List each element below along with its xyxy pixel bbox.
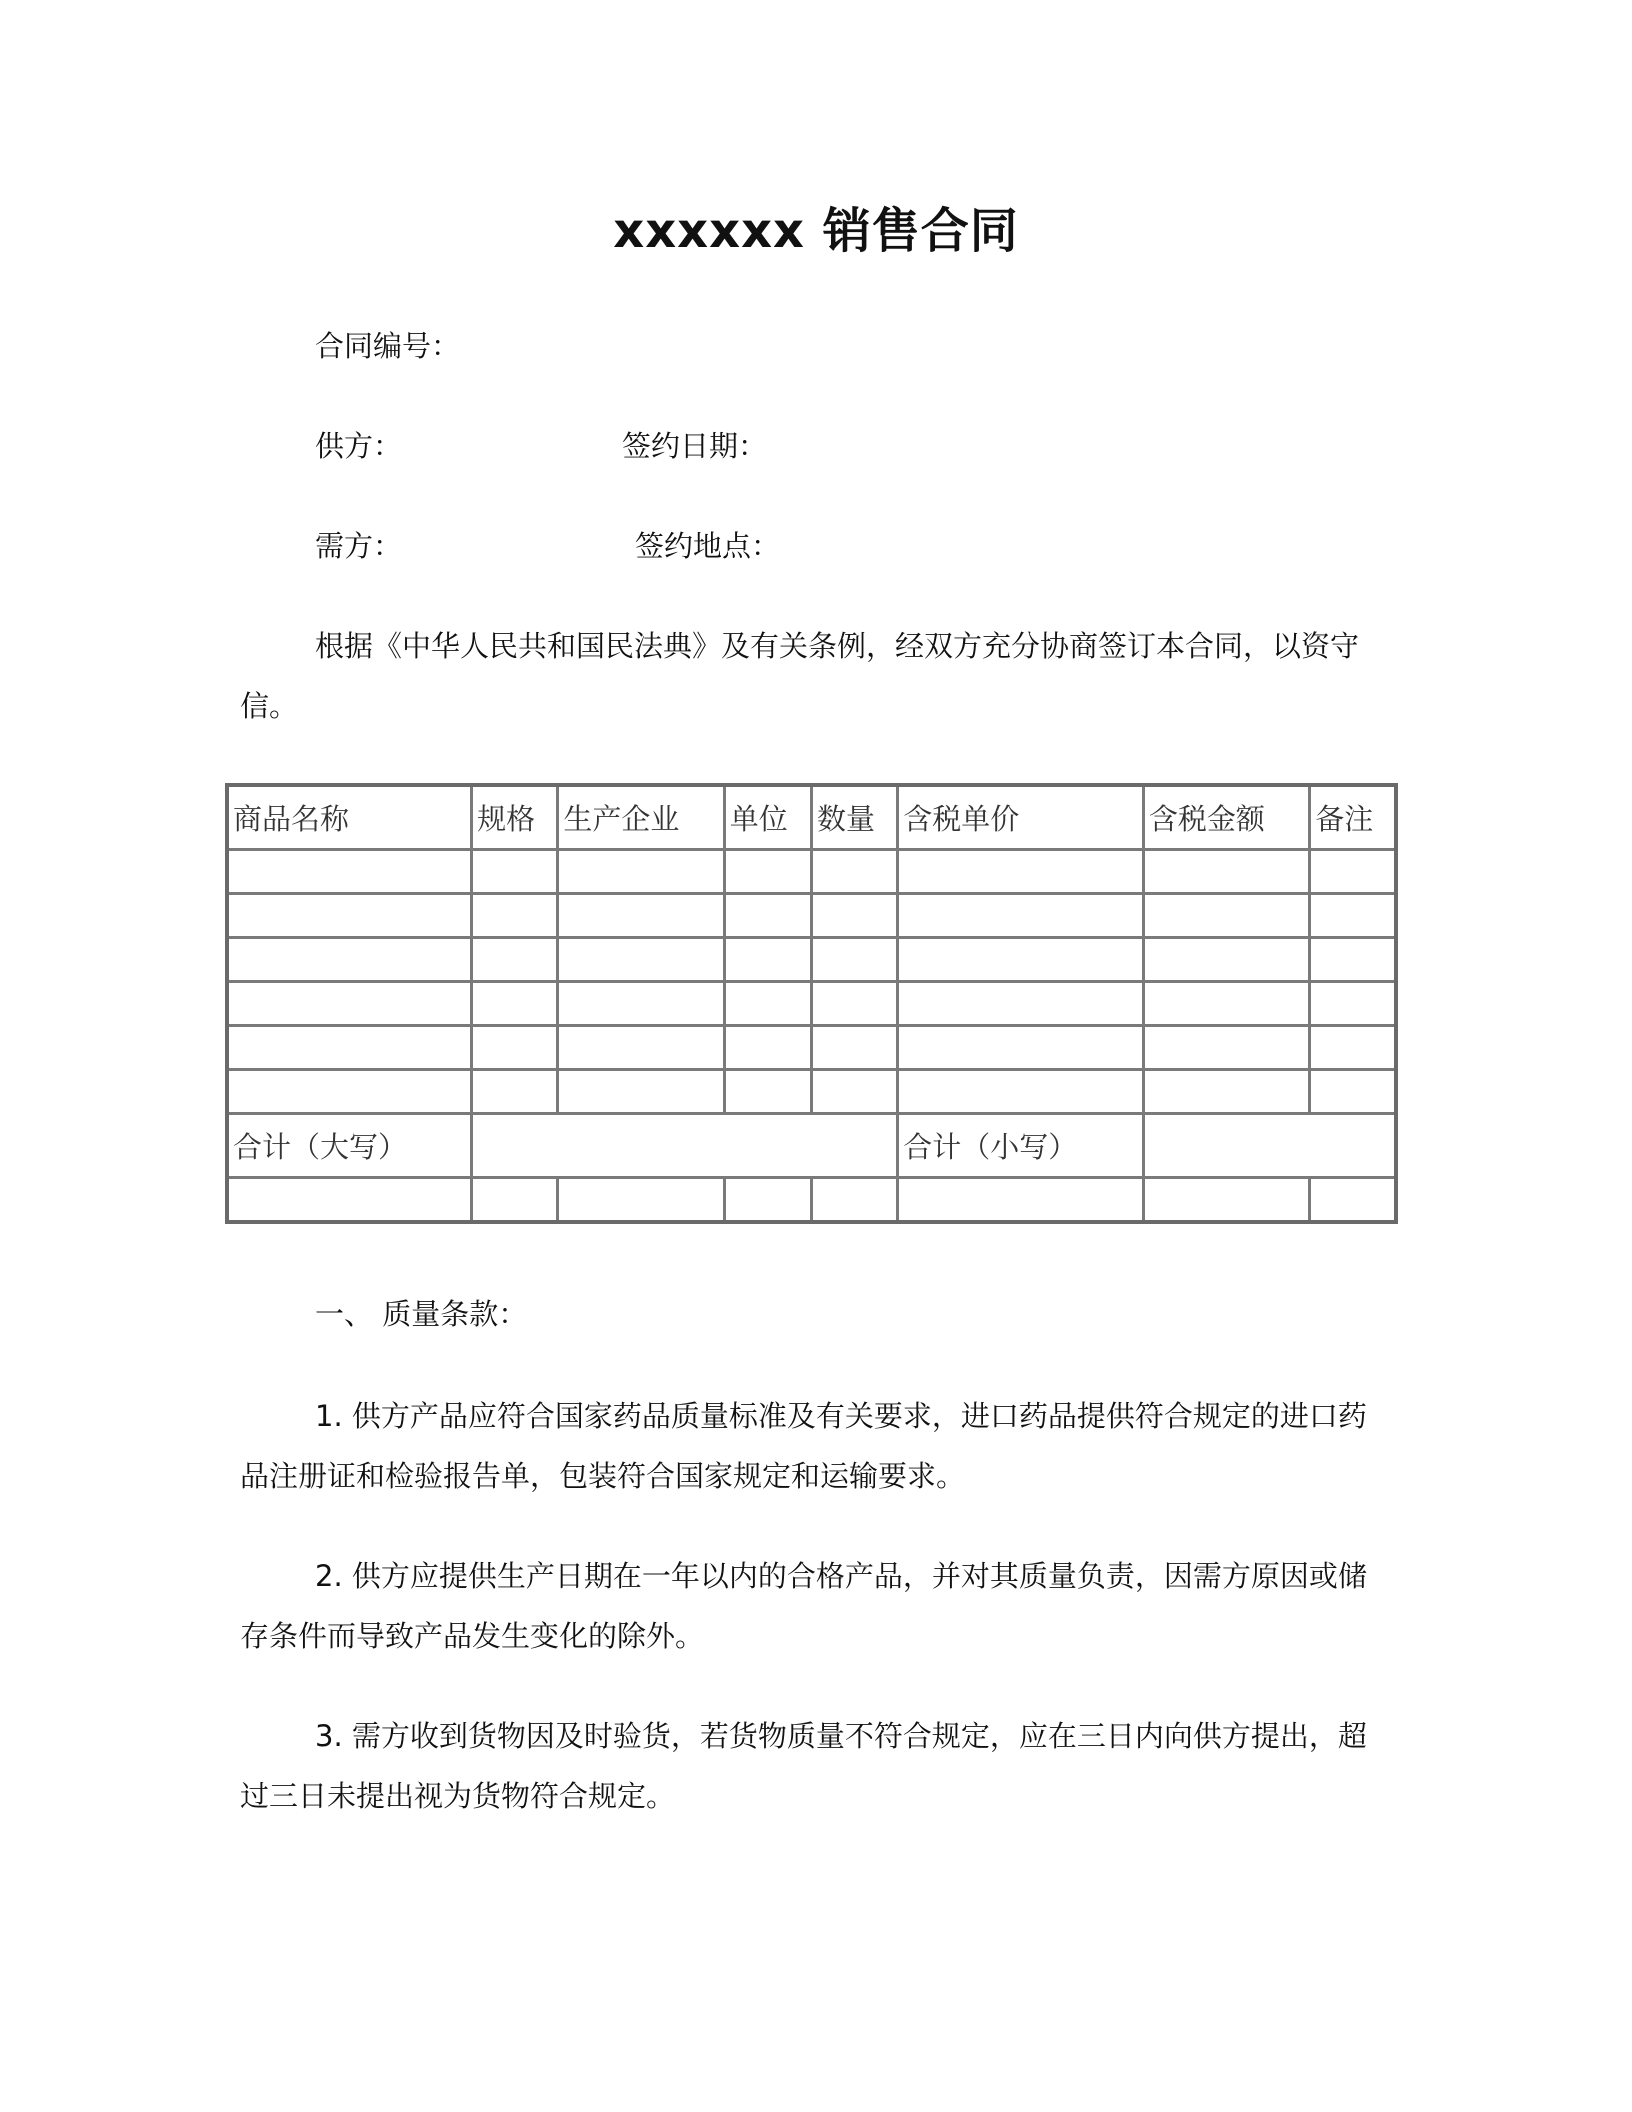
table-cell — [227, 894, 472, 938]
table-cell — [1310, 850, 1396, 894]
table-cell — [558, 1070, 724, 1114]
table-cell — [898, 1026, 1144, 1070]
contract-number-label: 合同编号： — [315, 329, 461, 363]
table-cell — [472, 894, 558, 938]
section-heading-quality: 一、 质量条款： — [315, 1297, 528, 1331]
buyer-label: 需方： — [315, 529, 403, 563]
supplier-label: 供方： — [315, 429, 403, 463]
table-cell — [1310, 894, 1396, 938]
total-upper-value — [472, 1114, 898, 1178]
table-cell — [1143, 850, 1309, 894]
table-cell — [1310, 1070, 1396, 1114]
table-cell — [1143, 1070, 1309, 1114]
table-cell — [227, 1026, 472, 1070]
table-cell — [724, 1026, 811, 1070]
header-cell: 含税单价 — [898, 785, 1144, 850]
table-cell — [558, 938, 724, 982]
table-cell — [898, 982, 1144, 1026]
total-lower-value — [1143, 1114, 1396, 1178]
table-row — [227, 1026, 1396, 1070]
table-cell — [1310, 1178, 1396, 1223]
table-cell — [1310, 982, 1396, 1026]
clause-item: 1. 供方产品应符合国家药品质量标准及有关要求，进口药品提供符合规定的进口药品注册证和检验报告单，包装符合国家规定和运输要求。 — [240, 1399, 1367, 1493]
table-row — [227, 894, 1396, 938]
table-cell — [227, 938, 472, 982]
table-cell — [227, 982, 472, 1026]
table-cell — [724, 1178, 811, 1223]
table-cell — [898, 1070, 1144, 1114]
table-cell — [558, 1178, 724, 1223]
table-cell — [724, 850, 811, 894]
table-cell — [811, 850, 897, 894]
table-cell — [472, 938, 558, 982]
header-cell: 商品名称 — [227, 785, 472, 850]
table-total-row — [227, 1114, 1396, 1178]
goods-table — [225, 783, 1398, 1224]
total-lower-label: 合计（小写） — [898, 1114, 1144, 1178]
table-cell — [1143, 938, 1309, 982]
table-cell — [811, 1070, 897, 1114]
table-cell — [472, 1178, 558, 1223]
table-cell — [811, 1178, 897, 1223]
header-cell: 含税金额 — [1143, 785, 1309, 850]
header-cell: 数量 — [811, 785, 897, 850]
header-cell: 单位 — [724, 785, 811, 850]
table-row — [227, 1070, 1396, 1114]
header-cell: 备注 — [1310, 785, 1396, 850]
table-cell — [227, 1070, 472, 1114]
table-cell — [1143, 1178, 1309, 1223]
table-cell — [558, 1026, 724, 1070]
table-cell — [472, 1026, 558, 1070]
sign-date-label: 签约日期： — [622, 429, 768, 463]
table-row — [227, 938, 1396, 982]
header-cell: 生产企业 — [558, 785, 724, 850]
clause-item: 2. 供方应提供生产日期在一年以内的合格产品，并对其质量负责，因需方原因或储存条件而导致产品发生变化的除外。 — [240, 1559, 1367, 1653]
intro-paragraph: 根据《中华人民共和国民法典》及有关条例，经双方充分协商签订本合同，以资守信。 — [240, 629, 1360, 723]
table-cell — [811, 938, 897, 982]
table-cell — [898, 894, 1144, 938]
table-cell — [227, 1178, 472, 1223]
table-row — [227, 1178, 1396, 1223]
table-cell — [724, 982, 811, 1026]
total-upper-label: 合计（大写） — [227, 1114, 472, 1178]
document-title: xxxxxx 销售合同 — [613, 203, 1019, 259]
table-row — [227, 982, 1396, 1026]
table-cell — [472, 982, 558, 1026]
table-cell — [898, 1178, 1144, 1223]
table-cell — [558, 850, 724, 894]
table-cell — [1310, 938, 1396, 982]
table-cell — [898, 850, 1144, 894]
table-row — [227, 850, 1396, 894]
table-cell — [1143, 894, 1309, 938]
table-cell — [811, 982, 897, 1026]
table-cell — [472, 850, 558, 894]
table-cell — [724, 894, 811, 938]
table-header-row — [227, 785, 1396, 850]
table-cell — [1143, 1026, 1309, 1070]
table-cell — [811, 1026, 897, 1070]
table-cell — [1143, 982, 1309, 1026]
clause-item: 3. 需方收到货物因及时验货，若货物质量不符合规定，应在三日内向供方提出，超过三日未提出视为货物符合规定。 — [240, 1719, 1367, 1813]
table-cell — [811, 894, 897, 938]
table-cell — [1310, 1026, 1396, 1070]
table-cell — [898, 938, 1144, 982]
header-cell: 规格 — [472, 785, 558, 850]
table-cell — [724, 938, 811, 982]
table-cell — [472, 1070, 558, 1114]
table-cell — [558, 894, 724, 938]
table-cell — [558, 982, 724, 1026]
table-cell — [724, 1070, 811, 1114]
sign-place-label: 签约地点： — [635, 529, 781, 563]
table-cell — [227, 850, 472, 894]
